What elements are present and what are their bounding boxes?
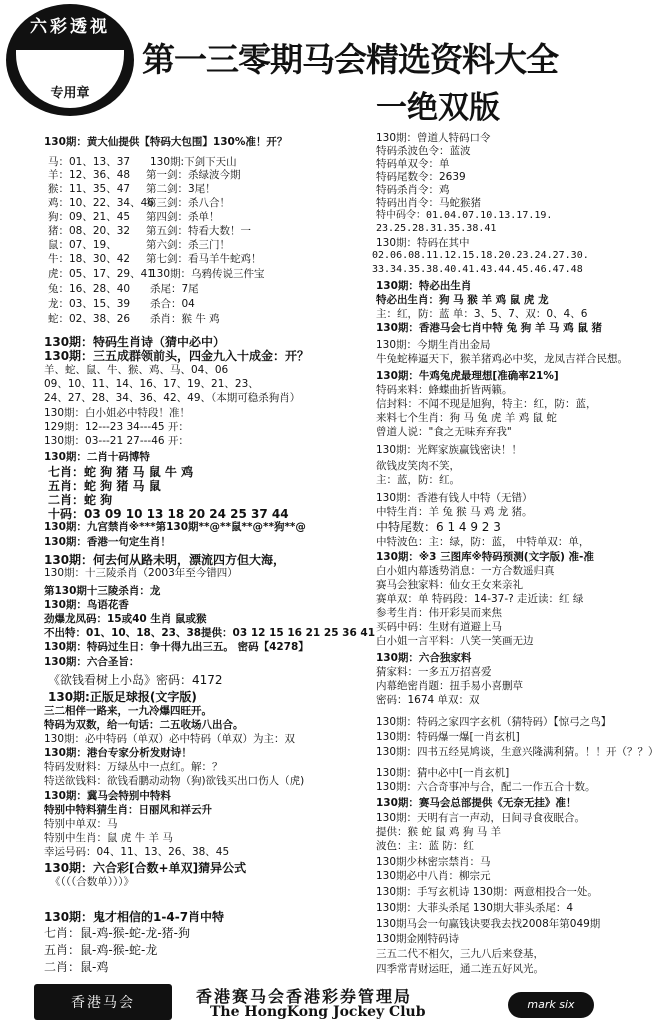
left-line: 《（（（合数单）））》	[50, 876, 134, 888]
right-line: 中特尾数：6 1 4 9 2 3	[376, 520, 501, 534]
left-line: 特别中生肖：鼠 虎 牛 羊 马	[44, 832, 173, 844]
left-line: 《欲钱看树上小岛》密码：4172	[48, 673, 223, 687]
right-line: 130期：特码之家四字玄机（猜特码）【惊弓之鸟】	[376, 716, 612, 728]
left-line: 二肖：鼠-鸡	[44, 960, 109, 974]
left-line: 虎：05、17、29、41	[48, 268, 154, 280]
left-line: 杀肖：猴 牛 鸡	[150, 313, 220, 325]
right-line: 内幕绝密肖题：扭手易小喜删草	[376, 680, 523, 692]
right-line: 四季常青财运旺，通二连五好风光。	[376, 963, 544, 975]
right-line: 欲钱皮笑肉不笑，	[376, 460, 460, 472]
left-line: 特码发财料：万绿丛中一点红。解：？	[44, 761, 223, 773]
left-line: 二肖：蛇 狗	[48, 493, 113, 507]
left-line: 猪：08、20、32	[48, 225, 131, 237]
left-line: 第130期十三陵杀肖：龙	[44, 585, 161, 597]
right-line: 130期必中八肖：柳宗元	[376, 870, 491, 882]
right-line: 中特波色：主：绿，防：蓝， 中特单双：单，	[376, 536, 590, 548]
right-line: 买码中码：生财有道避上马	[376, 621, 502, 633]
left-line: 马：01、13、37	[48, 156, 131, 168]
left-line: 蛇：02、38、26	[48, 313, 131, 325]
left-line: 猴：11、35、47	[48, 183, 131, 195]
right-line: 130期：四书五经晃鸠谈，生意兴隆满利猜。！！开（？？）	[376, 746, 659, 758]
left-line: 不出特：01、10、18、23、38提供：03 12 15 16 21 25 36 41	[44, 627, 376, 639]
left-line: 鸡：10、22、34、46	[48, 197, 154, 209]
left-line: 狗：09、21、45	[48, 211, 131, 223]
page-subtitle: 一绝双版	[376, 90, 500, 126]
right-line: 130期：手写玄机诗 130期：两意相投合一处。	[376, 886, 598, 898]
right-line: 130期：天明有言一声动，日间寻食夜眠合。	[376, 812, 586, 824]
left-line: 130期:下剑下天山	[150, 156, 237, 168]
left-line: 十码：03 09 10 13 18 20 24 25 37 44	[48, 507, 289, 521]
right-line: 特中码令：01.04.07.10.13.17.19.	[376, 210, 553, 221]
left-line: 130期：六合圣旨：	[44, 656, 140, 668]
oval-text: mark six	[527, 998, 575, 1011]
right-line: 02.06.08.11.12.15.18.20.23.24.27.30.	[372, 250, 589, 261]
right-line: 中特生肖：羊 兔 猴 马 鸡 龙 猪。	[376, 506, 533, 518]
left-line: 130期：冀马会特别中特料	[44, 790, 171, 802]
right-line: 130期：光辉家族赢钱密诀！！	[376, 444, 523, 456]
left-line: 幸运号码：04、11、13、26、38、45	[44, 846, 230, 858]
left-line: 130期：香港一句定生肖！	[44, 536, 171, 548]
right-line: 特必出生肖：狗 马 猴 羊 鸡 鼠 虎 龙	[376, 294, 549, 306]
right-line: 信封料：不闻不现是旭狗，特主：红，防：蓝，	[376, 398, 597, 410]
left-line: 七肖：蛇 狗 猪 马 鼠 牛 鸡	[48, 465, 194, 479]
right-line: 主：蓝，防：红。	[376, 474, 460, 486]
left-line: 龙：03、15、39	[48, 298, 131, 310]
page-title: 第一三零期马会精选资料大全	[142, 40, 558, 79]
seal-bottom-text: 专用章	[50, 86, 90, 101]
right-line: 130期：※3 三图库※特码预测(文字版) 准-准	[376, 551, 594, 563]
left-line: 第三剑：杀八合！	[146, 197, 230, 209]
right-line: 130期金刚特码诗	[376, 933, 460, 945]
hkjc-logo	[34, 984, 172, 1020]
right-line: 特码杀肖令：鸡	[376, 184, 450, 196]
left-line: 130期：白小姐必中特段！准！	[44, 407, 191, 419]
right-line: 130期：大菲头杀尾 130期大菲头杀尾：4	[376, 902, 574, 914]
seal-top-text: 六彩透视	[30, 17, 110, 37]
left-line: 130期：03---21 27---46 开：	[44, 435, 189, 447]
left-line: 130期：六合彩[合数+单双]猜异公式	[44, 861, 247, 875]
right-line: 白小姐一言平料：八笑一笑画无边	[376, 635, 534, 647]
left-line: 兔：16、28、40	[48, 283, 131, 295]
footer-org-cn: 香港赛马会香港彩券管理局	[196, 987, 413, 1006]
right-line: 130期：六合奇事冲与合，配二一作五合十数。	[376, 781, 596, 793]
right-line: 密码：1674 单双：双	[376, 694, 480, 706]
left-line: 鼠：07、19、	[48, 239, 117, 251]
right-line: 130期：赛马会总部提供《无奈无挂》准！	[376, 797, 577, 809]
left-line: 24、27、28、34、36、42、49、（本期可稳杀狗肖）	[44, 392, 301, 404]
right-line: 牛兔蛇棒逼天下，猴羊猪鸡必中奖，龙凤吉祥合民想。	[376, 353, 628, 365]
left-line: 130期：三五成群领前头，四金九入十成金：开？	[44, 349, 310, 363]
right-line: 特码来料：蜂蝶曲折皆两籁。	[376, 384, 513, 396]
right-line: 130期：特码爆一爆[一肖玄机]	[376, 731, 520, 743]
left-line: 09、10、11、14、16、17、19、21、23、	[44, 378, 259, 390]
left-line: 130期：特码过生日：争十得九出三五。 密码【4278】	[44, 641, 309, 653]
left-line: 130期：特码生肖诗（猜中必中）	[44, 335, 226, 349]
right-line: 130期：特码在其中	[376, 237, 470, 249]
right-line: 130期：曾道人特码口令	[376, 132, 491, 144]
mark-six-logo	[508, 992, 594, 1018]
left-line: 七肖：鼠-鸡-猴-蛇-龙-猪-狗	[44, 926, 190, 940]
right-line: 130期：牛鸡兔虎最理想[准确率21%]	[376, 370, 559, 382]
right-line: 特码杀波色令：蓝波	[376, 145, 471, 157]
right-line: 33.34.35.38.40.41.43.44.45.46.47.48	[372, 264, 583, 275]
left-line: 第五剑：特看大数！一	[146, 225, 251, 237]
right-line: 特码出肖令：马蛇猴猪	[376, 197, 481, 209]
right-line: 130期少林密宗禁肖：马	[376, 856, 491, 868]
left-line: 牛：18、30、42	[48, 253, 131, 265]
left-line: 130期：必中特码（单双）必中特码（单双）为主：双	[44, 733, 296, 745]
seal-stamp	[6, 4, 134, 116]
right-line: 来料七个生肖：狗 马 兔 虎 羊 鸡 鼠 蛇	[376, 412, 557, 424]
right-line: 主：红，防：蓝 单：3、5、7、双：0、4、6	[376, 308, 588, 320]
left-line: 第一剑：杀绿波今期	[146, 169, 241, 181]
left-line: 特别中特料猜生肖：日丽风和祥云升	[44, 804, 212, 816]
left-line: 劲爆龙凤码：15或40 生肖 鼠或猴	[44, 613, 207, 625]
logo-text: 香港马会	[71, 995, 135, 1011]
footer-org-en: The HongKong Jockey Club	[210, 1004, 426, 1020]
left-line: 第六剑：杀三门！	[146, 239, 230, 251]
left-line: 三二相伴一路来，一九冷爆四旺开。	[44, 705, 212, 717]
right-line: 曾道人说："食之无味弃弃我"	[376, 426, 512, 438]
right-line: 赛马会独家料：仙女王女来亲礼	[376, 579, 523, 591]
left-line: 130期：十三陵杀肖（2003年至今错四）	[44, 567, 238, 579]
right-line: 23.25.28.31.35.38.41	[376, 223, 497, 234]
right-line: 130期：六合独家料	[376, 652, 472, 664]
left-line: 五肖：蛇 狗 猪 马 鼠	[48, 479, 161, 493]
left-line: 特别中单双：马	[44, 818, 118, 830]
right-line: 特码单双令：单	[376, 158, 450, 170]
left-line: 特送欲钱料：欲钱看鹏动动物（狗)欲钱买出口伤人（虎)	[44, 775, 305, 787]
right-line: 130期：特必出生肖	[376, 280, 472, 292]
left-line: 130期：九宫禁肖※***第130期**@**鼠**@**狗**@	[44, 521, 306, 533]
left-line: 129期：12---23 34---45 开：	[44, 421, 189, 433]
left-line: 特码为双数，给一句话：二五收场八出合。	[44, 719, 244, 731]
left-line: 羊、蛇、鼠、牛、猴、鸡、马、04、06	[44, 364, 229, 376]
left-line: 130期：何去何从路未明，漂流四方但大海，	[44, 553, 286, 567]
left-line: 五肖：鼠-鸡-猴-蛇-龙	[44, 943, 158, 957]
right-line: 特码尾数令：2639	[376, 171, 466, 183]
left-line: 130期：鸟语花香	[44, 599, 129, 611]
right-line: 赛单双：单 特码段：14-37-? 走近读：红 绿	[376, 593, 584, 605]
right-line: 130期马会一句赢钱诀要我去找2008年第049期	[376, 918, 601, 930]
left-line: 杀合：04	[150, 298, 195, 310]
left-line: 羊：12、36、48	[48, 169, 131, 181]
right-line: 130期：今期生肖出金局	[376, 339, 491, 351]
left-line: 130期：乌鸦传说三件宝	[150, 268, 265, 280]
right-line: 波色：主：蓝 防：红	[376, 840, 474, 852]
left-line: 第二剑：3尾！	[146, 183, 216, 195]
left-line: 130期：鬼才相信的1-4-7肖中特	[44, 910, 225, 924]
right-line: 参考生肖：伟开彩吴而来焦	[376, 607, 502, 619]
right-line: 提供：猴 蛇 鼠 鸡 狗 马 羊	[376, 826, 502, 838]
right-line: 猜家料：一多五万招喜爱	[376, 666, 492, 678]
left-line: 杀尾：7尾	[150, 283, 199, 295]
right-line: 130期：香港有钱人中特（无错）	[376, 492, 533, 504]
footer	[0, 982, 609, 1024]
left-line: 第七剑：看马羊牛蛇鸡！	[146, 253, 262, 265]
left-line: 130期:正版足球报(文字版)	[48, 690, 197, 704]
right-line: 130期：猜中必中[一肖玄机]	[376, 767, 510, 779]
right-line: 三五二代不相欠，三九八后来登基，	[376, 948, 544, 960]
left-line: 130期：二肖十码博特	[44, 451, 150, 463]
right-line: 130期：香港马会七肖中特 兔 狗 羊 马 鸡 鼠 猪	[376, 322, 603, 334]
left-line: 第四剑：杀单！	[146, 211, 220, 223]
left-line: 130期：港台专家分析发财诗！	[44, 747, 192, 759]
left-line: 130期：黄大仙提供【特码大包围】130%准！开？	[44, 136, 288, 148]
right-line: 白小姐内幕透势消息：一方合数遥归真	[376, 565, 555, 577]
